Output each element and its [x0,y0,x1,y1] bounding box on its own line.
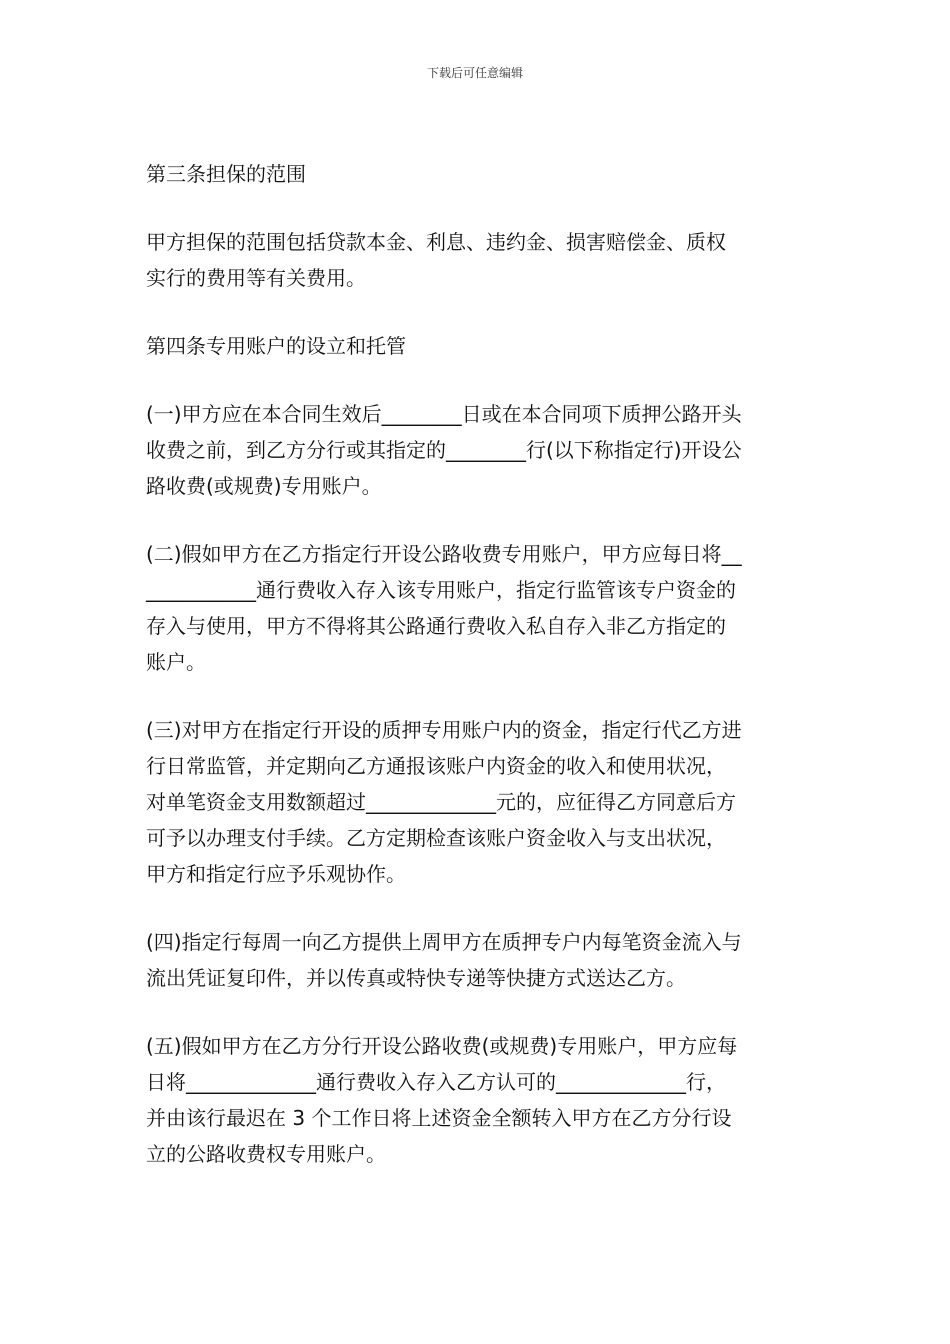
text-line: (五)假如甲方在乙方分行开设公路收费(或规费)专用账户，甲方应每 [146,1034,738,1058]
text-line: 收费之前，到乙方分行或其指定的________行(以下称指定行)开设公 [146,438,742,462]
text-line: 可予以办理支付手续。乙方定期检查该账户资金收入与支出状况， [146,826,726,850]
paragraph [146,224,812,296]
text-line: 行日常监管，并定期向乙方通报该账户内资金的收入和使用状况， [146,754,726,778]
text-line: 并由该行最迟在 3 个工作日将上述资金全额转入甲方在乙方分行设 [146,1106,732,1130]
text-line: (四)指定行每周一向乙方提供上周甲方在质押专户内每笔资金流入与 [146,930,742,954]
text-line: 实行的费用等有关费用。 [146,266,366,290]
text-line: (二)假如甲方在乙方指定行开设公路收费专用账户，甲方应每日将__ [146,542,742,566]
text-line: 立的公路收费权专用账户。 [146,1142,386,1166]
text-line: 路收费(或规费)专用账户。 [146,474,382,498]
text-line: 甲方担保的范围包括贷款本金、利息、违约金、损害赔偿金、质权 [146,230,726,254]
paragraph [146,328,812,364]
paragraph [146,156,812,192]
paragraph [146,712,812,892]
text-line: ___________通行费收入存入该专用账户，指定行监管该专户资金的 [146,578,736,602]
text-line: 存入与使用，甲方不得将其公路通行费收入私自存入非乙方指定的 [146,614,726,638]
text-line: (三)对甲方在指定行开设的质押专用账户内的资金，指定行代乙方进 [146,718,742,742]
paragraph [146,924,812,996]
text-line: 对单笔资金支用数额超过_____________元的，应征得乙方同意后方 [146,790,736,814]
page-header: 下载后可任意编辑 [426,66,523,80]
text-line: 日将_____________通行费收入存入乙方认可的_____________行， [146,1070,726,1094]
document-body [146,156,812,1204]
text-line: 第四条专用账户的设立和托管 [146,334,406,358]
paragraph [146,396,812,504]
text-line: 第三条担保的范围 [146,162,306,186]
text-line: (一)甲方应在本合同生效后________日或在本合同项下质押公路开头 [146,402,742,426]
text-line: 甲方和指定行应予乐观协作。 [146,862,406,886]
text-line: 账户。 [146,650,206,674]
paragraph [146,536,812,680]
text-line: 流出凭证复印件，并以传真或特快专递等快捷方式送达乙方。 [146,966,686,990]
paragraph [146,1028,812,1172]
